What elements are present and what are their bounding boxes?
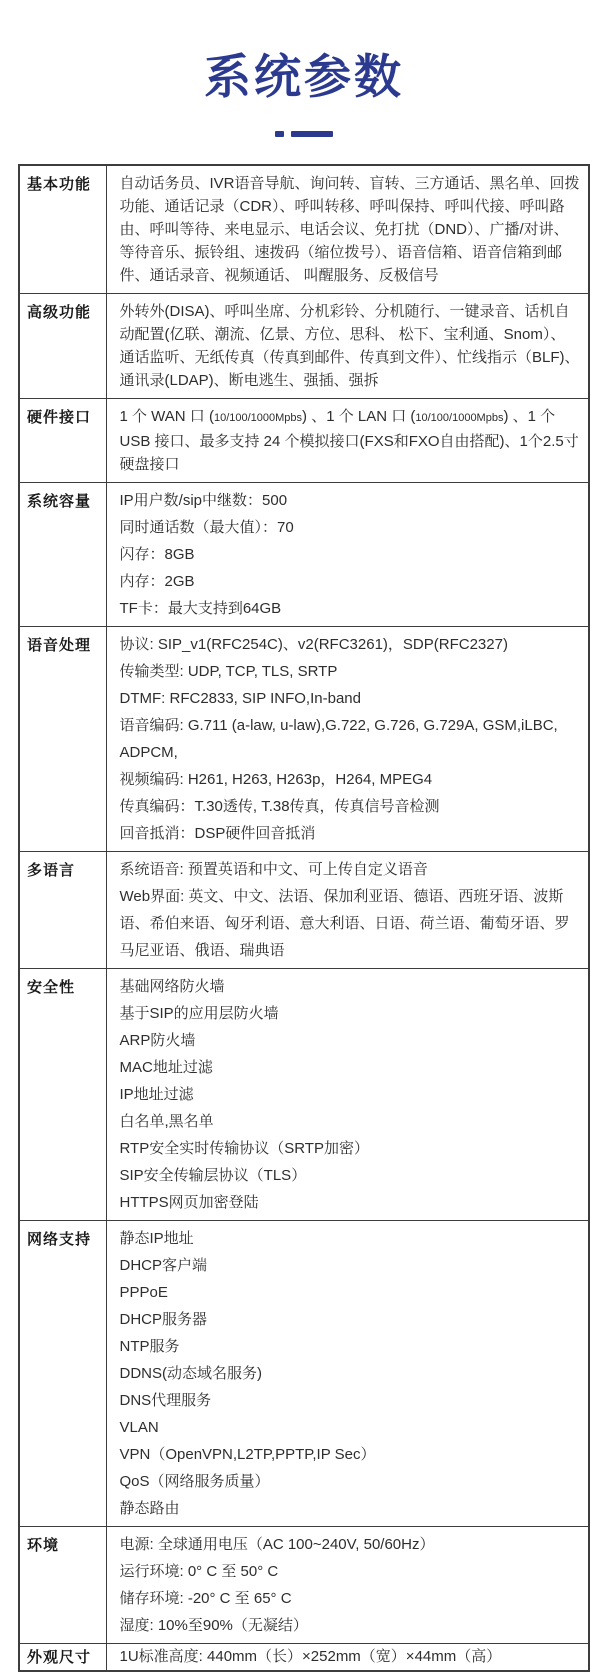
spec-line: DTMF: RFC2833, SIP INFO,In-band (119, 690, 361, 707)
spec-line: 传真编码：T.30透传, T.38传真，传真信号音检测 (119, 798, 440, 815)
spec-line: DNS代理服务 (119, 1392, 212, 1409)
row-content (106, 294, 589, 399)
row-content (106, 1644, 589, 1672)
spec-line: 白名单,黑名单 (119, 1113, 214, 1130)
spec-line: 传输类型: UDP, TCP, TLS, SRTP (119, 663, 338, 680)
deco-dot (275, 131, 284, 137)
spec-line: Web界面: 英文、中文、法语、保加利亚语、德语、西班牙语、波斯语、希伯来语、匈牙利语、意大利语、日语、荷兰语、葡萄牙语、罗马尼亚语、俄语、瑞典语 (119, 888, 570, 959)
spec-line: 1U标准高度: 440mm（长）×252mm（宽）×44mm（高） (119, 1648, 502, 1665)
title-underline-decoration (0, 131, 608, 137)
spec-line: 基础网络防火墙 (119, 978, 225, 995)
spec-line: QoS（网络服务质量） (119, 1473, 270, 1490)
spec-line: VLAN (119, 1419, 159, 1436)
row-label: 基本功能 (19, 165, 106, 294)
row-label: 安全性 (19, 969, 106, 1221)
row-content (106, 1527, 589, 1644)
spec-line: 同时通话数（最大值）：70 (119, 519, 294, 536)
spec-line: DHCP客户端 (119, 1257, 208, 1274)
row-label: 网络支持 (19, 1221, 106, 1527)
table-row (19, 627, 589, 852)
spec-line: 湿度: 10%至90%（无凝结） (119, 1617, 308, 1634)
deco-dash (291, 131, 333, 137)
row-label: 外观尺寸 (19, 1644, 106, 1672)
row-label: 多语言 (19, 852, 106, 969)
spec-line: 回音抵消：DSP硬件回音抵消 (119, 825, 316, 842)
spec-line: IP地址过滤 (119, 1086, 194, 1103)
spec-line: DHCP服务器 (119, 1311, 208, 1328)
spec-line: 电源: 全球通用电压（AC 100~240V, 50/60Hz） (119, 1536, 435, 1553)
spec-line: 静态IP地址 (119, 1230, 194, 1247)
row-content (106, 399, 589, 483)
spec-line: 协议: SIP_v1(RFC254C)、v2(RFC3261)，SDP(RFC2327) (119, 636, 508, 653)
spec-line: 基于SIP的应用层防火墙 (119, 1005, 279, 1022)
spec-line: MAC地址过滤 (119, 1059, 213, 1076)
spec-line: IP用户数/sip中继数：500 (119, 492, 288, 509)
spec-line: 系统语音: 预置英语和中文、可上传自定义语音 (119, 861, 428, 878)
table-row (19, 399, 589, 483)
row-label: 语音处理 (19, 627, 106, 852)
spec-line: ARP防火墙 (119, 1032, 196, 1049)
spec-line: 自动话务员、IVR语音导航、询问转、盲转、三方通话、黑名单、回拨功能、通话记录（CDR）、呼叫转移、呼叫保持、呼叫代接、呼叫路由、呼叫等待、来电显示、电话会议、免打扰（DND）、广播/对讲、等待音乐、振铃组、速拨码（缩位拨号）、语音信箱、语音信箱到邮件、通话录音、视频通话、 叫醒服务、反极信号 (119, 175, 580, 284)
spec-line: SIP安全传输层协议（TLS） (119, 1167, 307, 1184)
table-row (19, 1644, 589, 1672)
table-row (19, 294, 589, 399)
table-row (19, 483, 589, 627)
spec-line: 静态路由 (119, 1500, 180, 1517)
table-row (19, 165, 589, 294)
row-content (106, 852, 589, 969)
row-content (106, 969, 589, 1221)
spec-line: RTP安全实时传输协议（SRTP加密） (119, 1140, 369, 1157)
row-label: 系统容量 (19, 483, 106, 627)
row-content (106, 165, 589, 294)
spec-line: 内存：2GB (119, 573, 195, 590)
table-row (19, 969, 589, 1221)
row-label: 高级功能 (19, 294, 106, 399)
page-title: 系统参数 (204, 50, 404, 103)
spec-line: TF卡：最大支持到64GB (119, 600, 282, 617)
spec-line: HTTPS网页加密登陆 (119, 1194, 259, 1211)
spec-line: 1 个 WAN 口 (10/100/1000Mpbs) 、1 个 LAN 口 (10/100/1000Mpbs) 、1 个 USB 接口、最多支持 24 个模拟接口(FXS和FXO自由搭配)、1个2.5寸硬盘接口 (119, 408, 579, 473)
spec-line: 闪存：8GB (119, 546, 195, 563)
small-spec-text: 10/100/1000Mpbs (415, 412, 504, 424)
table-row (19, 1221, 589, 1527)
row-content (106, 483, 589, 627)
spec-table (18, 164, 590, 1672)
spec-line: NTP服务 (119, 1338, 180, 1355)
row-label: 硬件接口 (19, 399, 106, 483)
table-row (19, 852, 589, 969)
spec-line: VPN（OpenVPN,L2TP,PPTP,IP Sec） (119, 1446, 376, 1463)
spec-line: 语音编码: G.711 (a-law, u-law),G.722, G.726, G.729A, GSM,iLBC, ADPCM, (119, 717, 558, 761)
spec-line: 视频编码: H261, H263, H263p，H264, MPEG4 (119, 771, 433, 788)
spec-line: PPPoE (119, 1284, 168, 1301)
row-content (106, 1221, 589, 1527)
spec-line: 储存环境: -20° C 至 65° C (119, 1590, 292, 1607)
small-spec-text: 10/100/1000Mpbs (213, 412, 303, 424)
row-content (106, 627, 589, 852)
spec-line: 外转外(DISA)、呼叫坐席、分机彩铃、分机随行、一键录音、话机自动配置(亿联、潮流、亿景、方位、思科、 松下、宝利通、Snom）、通话监听、无纸传真（传真到邮件、传真到文件）、忙线指示（BLF)、通讯录(LDAP)、断电逃生、强插、强拆 (119, 303, 580, 389)
spec-line: DDNS(动态域名服务) (119, 1365, 262, 1382)
spec-table-body (19, 165, 589, 1671)
spec-line: 运行环境: 0° C 至 50° C (119, 1563, 279, 1580)
table-row (19, 1527, 589, 1644)
row-label: 环境 (19, 1527, 106, 1644)
